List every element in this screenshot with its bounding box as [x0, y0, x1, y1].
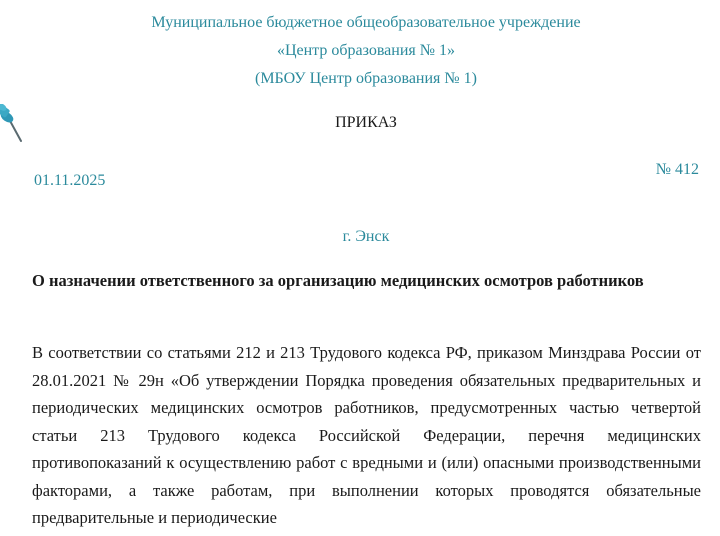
organization-abbreviation: (МБОУ Центр образования № 1) [254, 70, 477, 87]
document-city[interactable]: г. Энск [342, 228, 390, 245]
document-body-paragraph: В соответствии со статьями 212 и 213 Трудового кодекса РФ, приказом Минздрава России от 28.01.2021 № 29н «Об утверждении Порядка проведения обязательных предварительных и периодических медицинских осмотров работников, предусмотренных частью четвертой статьи 213 Трудового кодекса Российской Федерации, перечня медицинских противопоказаний к осуществлению работ с вредными и (или) опасными производственными факторами, а также работам, при выполнении которых проводятся обязательные предварительные и периодические [32, 343, 701, 527]
organization-short-name: «Центр образования № 1» [276, 42, 456, 59]
organization-name: Муниципальное бюджетное общеобразовательное учреждение [151, 14, 581, 31]
document-title: О назначении ответственного за организацию медицинских осмотров работников [32, 271, 644, 290]
document-date[interactable]: 01.11.2025 [34, 172, 106, 189]
document-number[interactable]: № 412 [655, 161, 699, 178]
document-type: ПРИКАЗ [335, 114, 397, 131]
